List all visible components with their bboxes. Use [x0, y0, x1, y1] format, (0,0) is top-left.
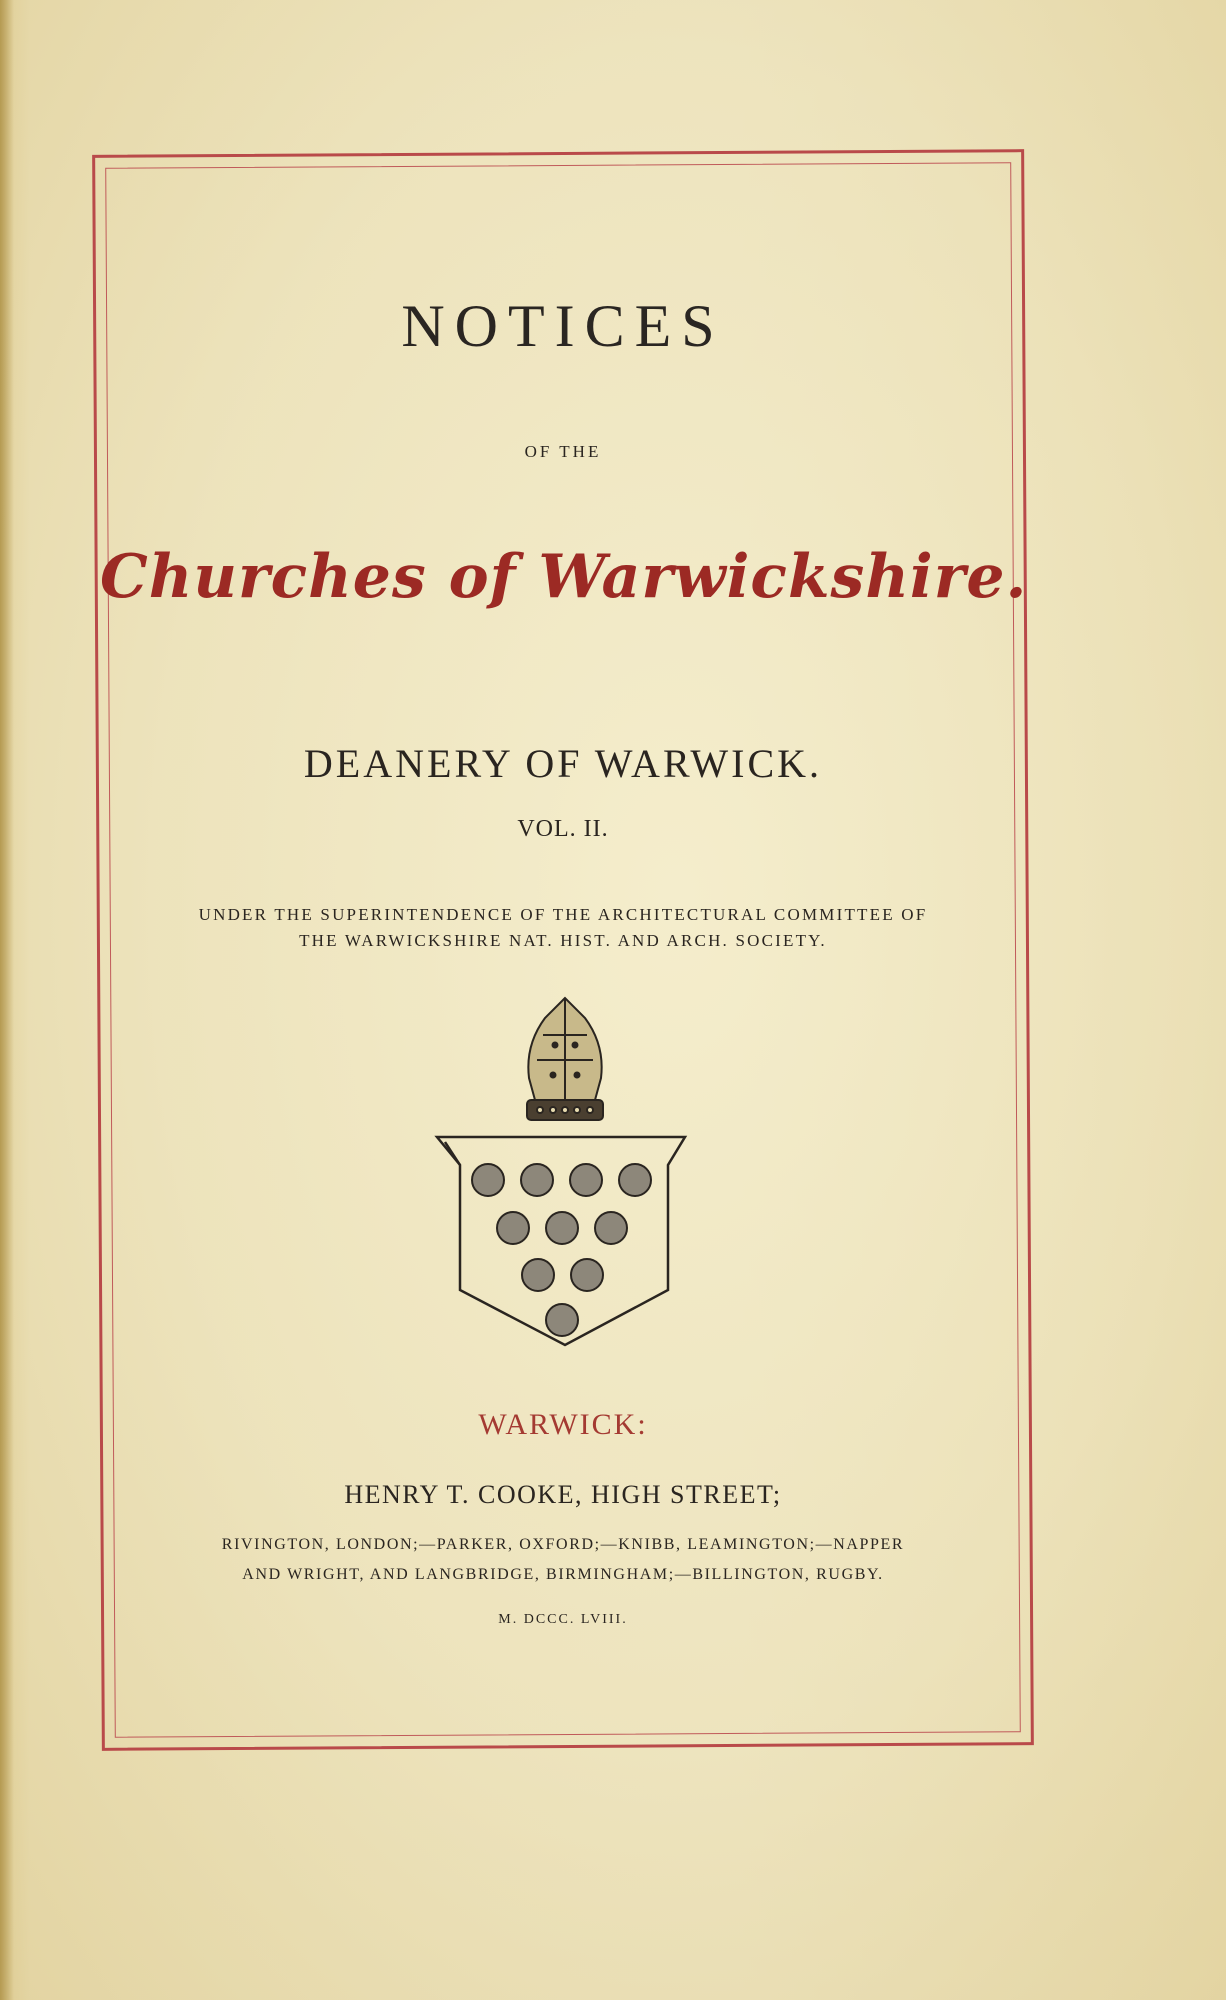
- crest-icon: [425, 990, 705, 1370]
- publisher-line: HENRY T. COOKE, HIGH STREET;: [344, 1480, 782, 1509]
- superintendence-line-1: UNDER THE SUPERINTENDENCE OF THE ARCHITECTURAL COMMITTEE OF: [198, 905, 928, 924]
- spine-shadow: [0, 0, 14, 2000]
- superintendence-line-2: THE WARWICKSHIRE NAT. HIST. AND ARCH. SOCIETY.: [299, 931, 827, 950]
- blackletter-subtitle: Churches of Warwickshire.: [100, 542, 1028, 612]
- publication-date: M. DCCC. LVIII.: [498, 1612, 628, 1627]
- page-title: NOTICES: [401, 293, 725, 359]
- imprint-place: WARWICK:: [478, 1408, 648, 1441]
- booksellers-line-2: AND WRIGHT, AND LANGBRIDGE, BIRMINGHAM;—BILLINGTON, RUGBY.: [242, 1566, 884, 1583]
- deanery-heading: DEANERY OF WARWICK.: [303, 741, 823, 786]
- booksellers-line-1: RIVINGTON, LONDON;—PARKER, OXFORD;—KNIBB, LEAMINGTON;—NAPPER: [221, 1536, 905, 1553]
- of-the-text: OF THE: [524, 442, 602, 461]
- mitre-icon: [527, 998, 603, 1120]
- volume-label: VOL. II.: [517, 816, 609, 842]
- superintendence-text: [100, 902, 1026, 954]
- booksellers-list: [100, 1530, 1026, 1590]
- title-page: [100, 150, 1026, 1740]
